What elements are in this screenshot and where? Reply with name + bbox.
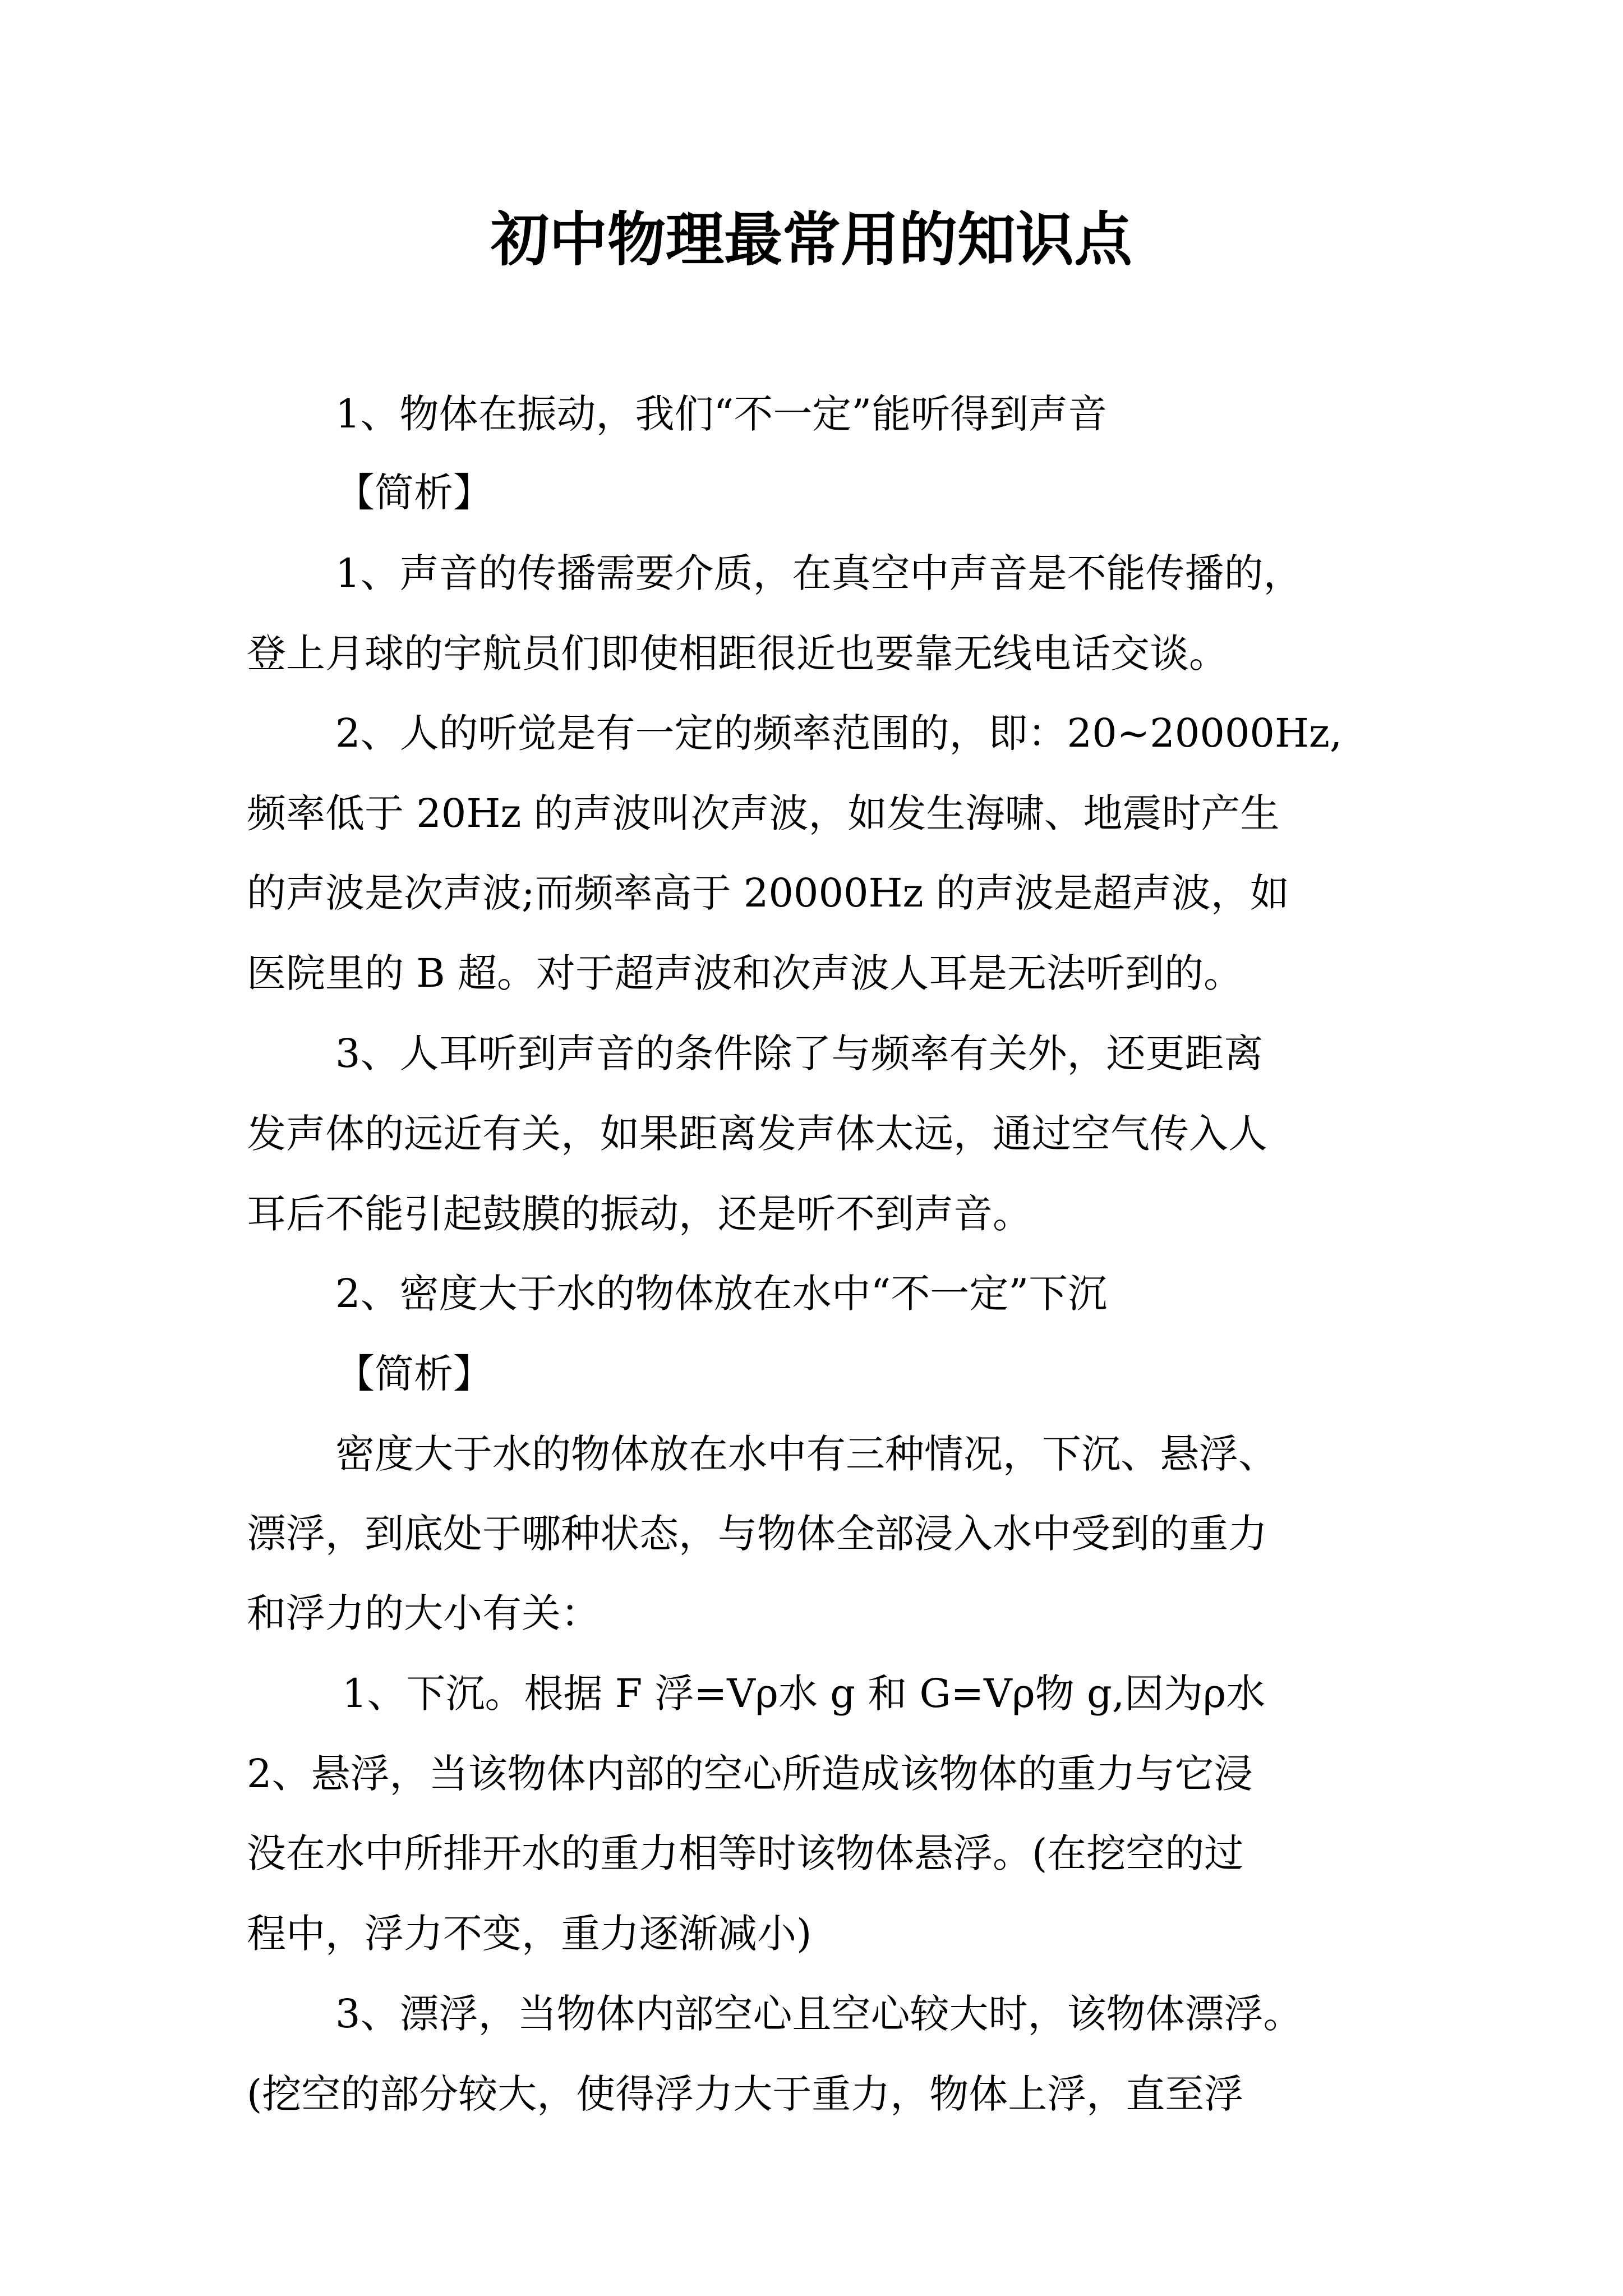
paragraph-line: 1、下沉。根据 F 浮=Vρ水 g 和 G=Vρ物 g,因为ρ水 [342, 1671, 1266, 1717]
paragraph-line: 2、悬浮，当该物体内部的空心所造成该物体的重力与它浸 [247, 1751, 1253, 1797]
paragraph-line: 1、声音的传播需要介质，在真空中声音是不能传播的， [335, 550, 1303, 596]
analysis-label: 【简析】 [335, 470, 492, 516]
paragraph-line: 3、人耳听到声音的条件除了与频率有关外，还更距离 [335, 1030, 1264, 1076]
paragraph-line: 和浮力的大小有关： [247, 1590, 600, 1636]
paragraph-line: 的声波是次声波;而频率高于 20000Hz 的声波是超声波，如 [247, 870, 1289, 916]
document-title: 初中物理最常用的知识点 [490, 205, 1132, 274]
paragraph-line: 3、漂浮，当物体内部空心且空心较大时，该物体漂浮。 [335, 1991, 1303, 2037]
paragraph-line: 频率低于 20Hz 的声波叫次声波，如发生海啸、地震时产生 [247, 790, 1280, 836]
paragraph-line: 程中，浮力不变，重力逐渐减小) [247, 1911, 812, 1957]
paragraph-line: 医院里的 B 超。对于超声波和次声波人耳是无法听到的。 [247, 950, 1243, 996]
paragraph-line: 登上月球的宇航员们即使相距很近也要靠无线电话交谈。 [247, 631, 1228, 677]
heading-point-2: 2、密度大于水的物体放在水中“不一定”下沉 [335, 1271, 1108, 1317]
paragraph-line: 漂浮，到底处于哪种状态，与物体全部浸入水中受到的重力 [247, 1511, 1267, 1557]
paragraph-line: (挖空的部分较大，使得浮力大于重力，物体上浮，直至浮 [247, 2071, 1244, 2117]
paragraph-line: 2、人的听觉是有一定的频率范围的，即：20~20000Hz, [335, 710, 1343, 756]
paragraph-line: 耳后不能引起鼓膜的振动，还是听不到声音。 [247, 1191, 1032, 1237]
paragraph-line: 发声体的远近有关，如果距离发声体太远，通过空气传入人 [247, 1111, 1267, 1157]
paragraph-line: 没在水中所排开水的重力相等时该物体悬浮。(在挖空的过 [247, 1830, 1244, 1876]
heading-point-1: 1、物体在振动，我们“不一定”能听得到声音 [335, 391, 1108, 437]
analysis-label: 【简析】 [335, 1351, 492, 1397]
paragraph-line: 密度大于水的物体放在水中有三种情况，下沉、悬浮、 [335, 1431, 1278, 1477]
